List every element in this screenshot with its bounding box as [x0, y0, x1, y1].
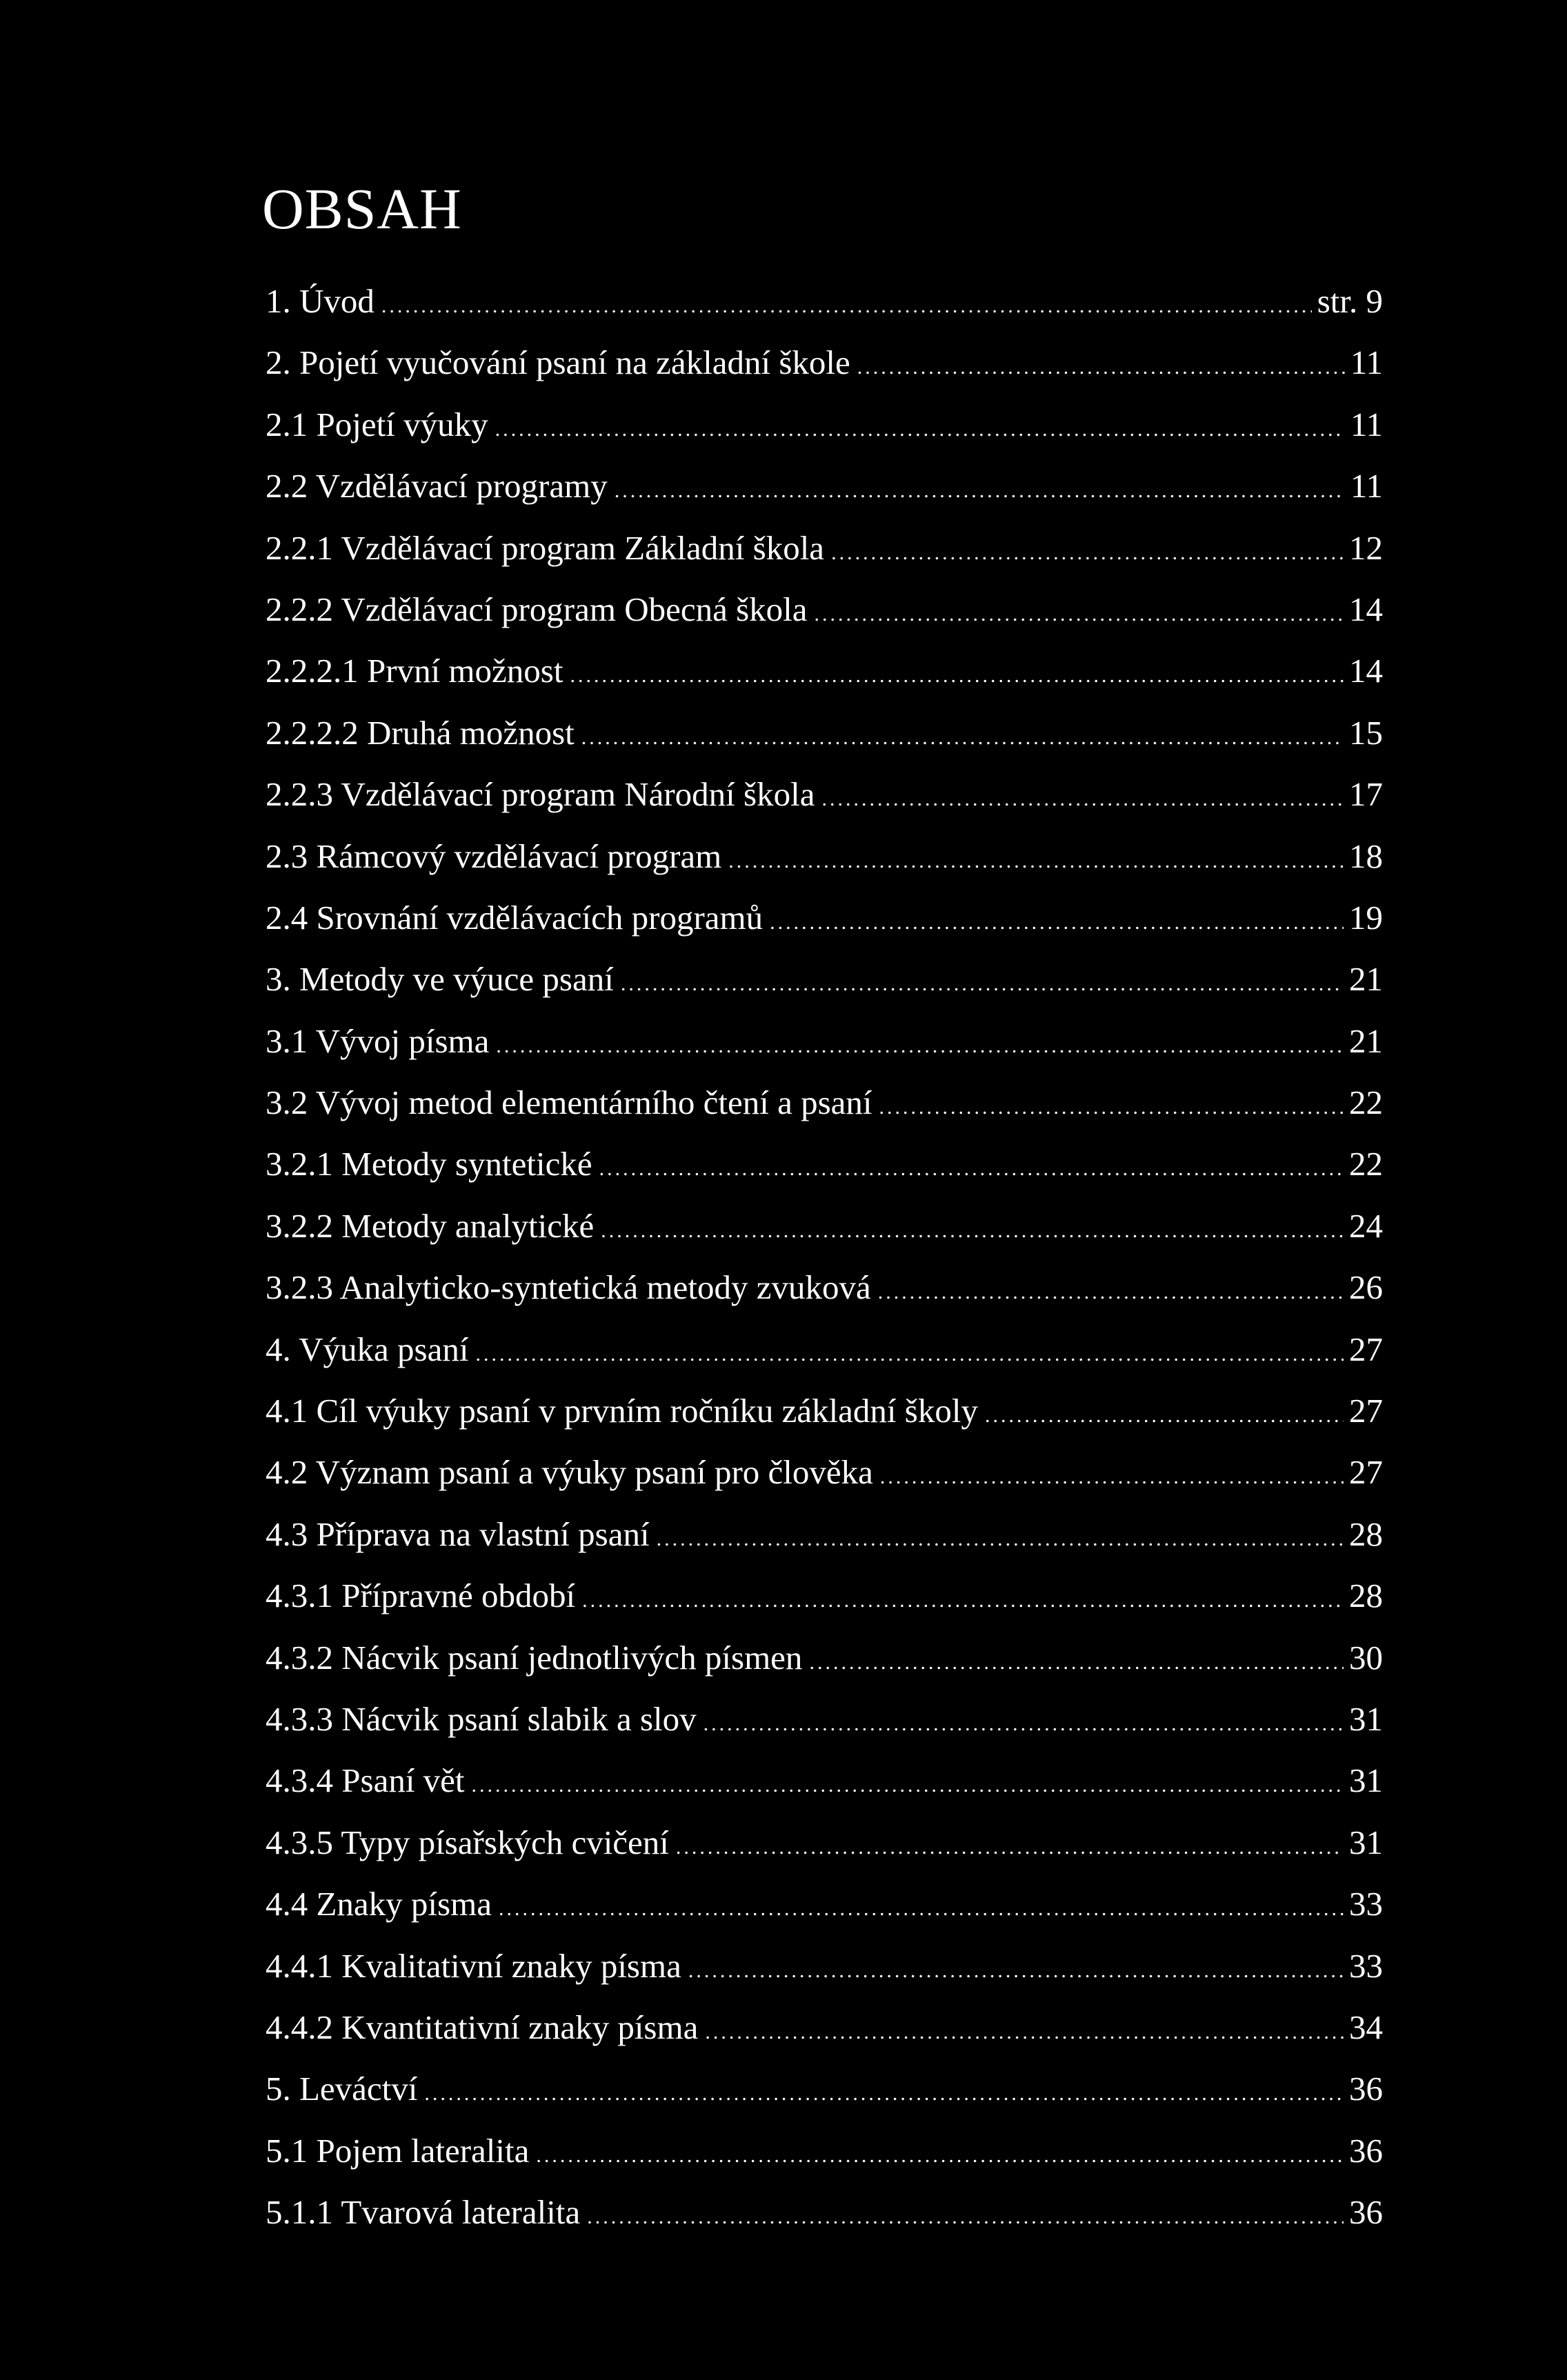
- toc-entry-label: 2.4 Srovnání vzdělávacích programů: [266, 898, 763, 937]
- toc-dot-leader: [615, 481, 1345, 501]
- toc-dot-leader: [475, 1344, 1344, 1365]
- toc-entry: [266, 777, 1383, 839]
- toc-dot-leader: [703, 1714, 1344, 1734]
- toc-entry: [266, 469, 1383, 530]
- toc-dot-leader: [821, 789, 1344, 810]
- toc-entry-label: 2.2 Vzdělávací programy: [266, 467, 608, 506]
- toc-entry-label: 4.4.1 Kvalitativní znaky písma: [266, 1946, 681, 1985]
- toc-entry-page: 33: [1349, 1946, 1383, 1985]
- toc-entry: [266, 1763, 1383, 1825]
- toc-dot-leader: [536, 2146, 1344, 2166]
- toc-dot-leader: [831, 543, 1344, 563]
- toc-entry-page: 11: [1350, 343, 1383, 382]
- toc-dot-leader: [581, 728, 1344, 748]
- page-title: OBSAH: [262, 177, 462, 241]
- toc-dot-leader: [879, 1097, 1344, 1118]
- toc-dot-leader: [570, 666, 1344, 686]
- toc-dot-leader: [815, 604, 1344, 625]
- toc-dot-leader: [878, 1282, 1344, 1303]
- toc-entry: [266, 1455, 1383, 1517]
- toc-entry-label: 2.2.1 Vzdělávací program Základní škola: [266, 528, 825, 567]
- toc-dot-leader: [688, 1961, 1344, 1981]
- toc-entry-page: 14: [1349, 590, 1383, 628]
- toc-dot-leader: [472, 1775, 1344, 1796]
- toc-entry-label: 4.3.5 Typy písařských cvičení: [266, 1823, 669, 1861]
- toc-entry-label: 4.3.4 Psaní vět: [266, 1761, 465, 1800]
- toc-entry: [266, 1514, 1383, 1579]
- toc-entry: [266, 962, 1383, 1023]
- toc-entry: [266, 1579, 1383, 1640]
- toc-dot-leader: [601, 1221, 1344, 1241]
- toc-entry: [266, 1083, 1383, 1147]
- toc-dot-leader: [621, 974, 1344, 994]
- toc-entry: [266, 2072, 1383, 2133]
- toc-entry-page: 27: [1349, 1392, 1383, 1430]
- toc-dot-leader: [381, 296, 1312, 317]
- toc-entry-label: 2.2.2 Vzdělávací program Obecná škola: [266, 590, 808, 628]
- toc-entry: [266, 1699, 1383, 1763]
- toc-entry-label: 4.3.3 Nácvik psaní slabik a slov: [266, 1699, 697, 1738]
- toc-dot-leader: [770, 912, 1344, 933]
- toc-entry: [266, 1270, 1383, 1332]
- toc-entry: [266, 2195, 1383, 2257]
- toc-entry-page: 12: [1349, 528, 1383, 567]
- toc-entry-page: 28: [1349, 1514, 1383, 1553]
- toc-entry-page: 22: [1349, 1083, 1383, 1122]
- toc-entry-label: 4.3.1 Přípravné období: [266, 1577, 576, 1615]
- toc-entry-page: 30: [1349, 1638, 1383, 1677]
- toc-entry-label: 4.3.2 Nácvik psaní jednotlivých písmen: [266, 1638, 803, 1677]
- toc-entry-label: 4.4 Znaky písma: [266, 1885, 492, 1923]
- toc-entry: [266, 1638, 1383, 1702]
- toc-dot-leader: [728, 851, 1344, 872]
- toc-entry: [266, 1946, 1383, 2010]
- toc-entry-label: 4.3 Příprava na vlastní psaní: [266, 1514, 650, 1553]
- toc-entry: [266, 2131, 1383, 2195]
- toc-entry-page: 28: [1349, 1577, 1383, 1615]
- toc-dot-leader: [880, 1467, 1344, 1488]
- toc-entry-label: 2.2.2.2 Druhá možnost: [266, 713, 575, 752]
- toc-entry-label: 2.3 Rámcový vzdělávací program: [266, 837, 722, 875]
- toc-entry-label: 3. Metody ve výuce psaní: [266, 960, 614, 999]
- toc-entry-page: 21: [1349, 1021, 1383, 1060]
- toc-entry-label: 3.1 Vývoj písma: [266, 1021, 490, 1060]
- toc-entry: [266, 898, 1383, 962]
- toc-dot-leader: [657, 1529, 1344, 1550]
- toc-entry: [266, 405, 1383, 469]
- toc-dot-leader: [676, 1837, 1344, 1858]
- toc-entry-label: 5. Leváctví: [266, 2070, 418, 2108]
- toc-entry-label: 2.2.2.1 První možnost: [266, 652, 563, 690]
- toc-dot-leader: [809, 1652, 1344, 1673]
- toc-entry-label: 4.4.2 Kvantitativní znaky písma: [266, 2008, 699, 2046]
- table-of-contents: [266, 284, 1383, 2257]
- toc-entry: [266, 1394, 1383, 1455]
- toc-entry-label: 3.2.3 Analyticko-syntetická metody zvuková: [266, 1268, 871, 1307]
- toc-entry: [266, 1332, 1383, 1394]
- toc-dot-leader: [582, 1590, 1344, 1611]
- toc-entry-page: 15: [1349, 713, 1383, 752]
- toc-entry: [266, 1021, 1383, 1086]
- toc-entry-label: 2.2.3 Vzdělávací program Národní škola: [266, 775, 815, 814]
- toc-entry-page: 36: [1349, 2193, 1383, 2232]
- toc-entry-page: 11: [1350, 467, 1383, 506]
- toc-entry-label: 4. Výuka psaní: [266, 1330, 469, 1368]
- toc-entry-page: 18: [1349, 837, 1383, 875]
- toc-entry-page: 24: [1349, 1206, 1383, 1245]
- toc-dot-leader: [495, 419, 1345, 440]
- toc-entry-page: str. 9: [1317, 282, 1383, 320]
- toc-entry: [266, 528, 1383, 592]
- toc-entry-page: 36: [1349, 2070, 1383, 2108]
- toc-dot-leader: [857, 357, 1345, 378]
- toc-dot-leader: [599, 1159, 1344, 1179]
- toc-entry: [266, 839, 1383, 901]
- toc-entry: [266, 2010, 1383, 2072]
- toc-entry-page: 26: [1349, 1268, 1383, 1307]
- toc-entry-page: 31: [1349, 1823, 1383, 1861]
- toc-entry-label: 3.2 Vývoj metod elementárního čtení a psaní: [266, 1083, 872, 1122]
- toc-entry-label: 2. Pojetí vyučování psaní na základní škole: [266, 343, 850, 382]
- toc-entry-page: 27: [1349, 1453, 1383, 1492]
- toc-entry-page: 21: [1349, 960, 1383, 999]
- toc-entry-page: 22: [1349, 1145, 1383, 1183]
- toc-entry-page: 17: [1349, 775, 1383, 814]
- toc-entry: [266, 654, 1383, 715]
- toc-entry-page: 31: [1349, 1699, 1383, 1738]
- toc-entry-label: 2.1 Pojetí výuky: [266, 405, 488, 443]
- toc-dot-leader: [985, 1406, 1344, 1426]
- toc-entry: [266, 284, 1383, 346]
- toc-entry: [266, 1206, 1383, 1270]
- toc-entry-page: 27: [1349, 1330, 1383, 1368]
- toc-entry-page: 31: [1349, 1761, 1383, 1800]
- toc-entry-label: 5.1.1 Tvarová lateralita: [266, 2193, 581, 2232]
- toc-entry-label: 3.2.2 Metody analytické: [266, 1206, 595, 1245]
- toc-entry: [266, 1147, 1383, 1208]
- toc-entry: [266, 592, 1383, 654]
- toc-entry-page: 36: [1349, 2131, 1383, 2170]
- toc-entry-page: 14: [1349, 652, 1383, 690]
- toc-entry-label: 3.2.1 Metody syntetické: [266, 1145, 592, 1183]
- toc-entry: [266, 713, 1383, 777]
- toc-entry-label: 4.2 Význam psaní a výuky psaní pro člověka: [266, 1453, 873, 1492]
- toc-entry-page: 33: [1349, 1885, 1383, 1923]
- toc-entry-label: 5.1 Pojem lateralita: [266, 2131, 530, 2170]
- toc-dot-leader: [587, 2207, 1344, 2228]
- toc-entry-page: 34: [1349, 2008, 1383, 2046]
- toc-dot-leader: [499, 1899, 1344, 1919]
- toc-entry: [266, 1823, 1383, 1887]
- toc-dot-leader: [496, 1036, 1344, 1057]
- toc-entry-label: 4.1 Cíl výuky psaní v prvním ročníku základní školy: [266, 1392, 978, 1430]
- toc-dot-leader: [705, 2022, 1344, 2043]
- toc-entry-page: 11: [1350, 405, 1383, 443]
- toc-dot-leader: [424, 2083, 1344, 2104]
- toc-entry: [266, 1887, 1383, 1948]
- toc-entry-page: 19: [1349, 898, 1383, 937]
- toc-entry-label: 1. Úvod: [266, 282, 375, 320]
- toc-entry: [266, 343, 1383, 407]
